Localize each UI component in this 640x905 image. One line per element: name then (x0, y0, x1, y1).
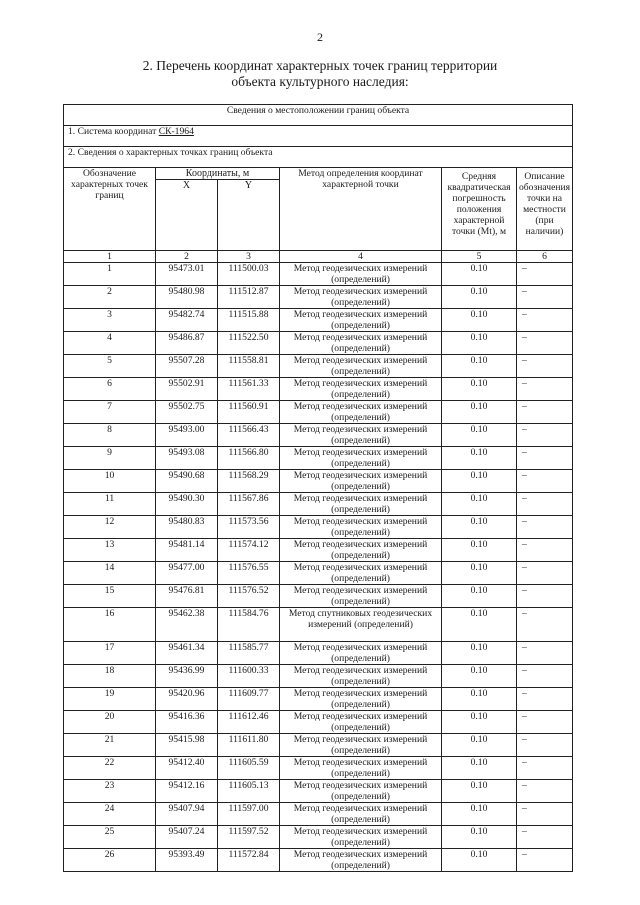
coord-y-cell: 111574.12 (218, 539, 280, 562)
point-number-cell: 1 (64, 263, 156, 286)
coord-y-cell: 111597.00 (218, 803, 280, 826)
coord-x-cell: 95493.00 (156, 424, 218, 447)
description-cell: – (517, 401, 573, 424)
accuracy-cell: 0.10 (442, 424, 517, 447)
coord-x-cell: 95416.36 (156, 711, 218, 734)
method-cell: Метод геодезических измерений (определений) (280, 757, 442, 780)
coord-x-cell: 95502.75 (156, 401, 218, 424)
table-row (64, 849, 573, 872)
description-cell: – (517, 493, 573, 516)
heading-line-2: объекта культурного наследия: (231, 74, 409, 89)
table-row (64, 286, 573, 309)
point-number-cell: 9 (64, 447, 156, 470)
description-cell: – (517, 470, 573, 493)
header-method: Метод определения координат характерной точки (280, 168, 442, 251)
point-number-cell: 18 (64, 665, 156, 688)
accuracy-cell: 0.10 (442, 826, 517, 849)
column-number: 4 (280, 251, 442, 263)
header-point-designation: Обозначение характерных точек границ (64, 168, 156, 251)
method-cell: Метод геодезических измерений (определений) (280, 447, 442, 470)
point-number-cell: 8 (64, 424, 156, 447)
table-row (64, 516, 573, 539)
accuracy-cell: 0.10 (442, 608, 517, 642)
point-number-cell: 16 (64, 608, 156, 642)
table-row (64, 826, 573, 849)
point-number-cell: 3 (64, 309, 156, 332)
method-cell: Метод геодезических измерений (определений) (280, 803, 442, 826)
coord-x-cell: 95481.14 (156, 539, 218, 562)
coord-y-cell: 111609.77 (218, 688, 280, 711)
method-cell: Метод геодезических измерений (определений) (280, 539, 442, 562)
accuracy-cell: 0.10 (442, 585, 517, 608)
accuracy-cell: 0.10 (442, 711, 517, 734)
table-row (64, 309, 573, 332)
table-row (64, 780, 573, 803)
description-cell: – (517, 562, 573, 585)
column-number: 5 (442, 251, 517, 263)
coord-x-cell: 95493.08 (156, 447, 218, 470)
point-number-cell: 10 (64, 470, 156, 493)
table-row (64, 688, 573, 711)
description-cell: – (517, 849, 573, 872)
accuracy-cell: 0.10 (442, 688, 517, 711)
point-number-cell: 15 (64, 585, 156, 608)
coord-x-cell: 95436.99 (156, 665, 218, 688)
coord-x-cell: 95473.01 (156, 263, 218, 286)
description-cell: – (517, 608, 573, 642)
method-cell: Метод геодезических измерений (определений) (280, 849, 442, 872)
table-row (64, 401, 573, 424)
point-number-cell: 14 (64, 562, 156, 585)
point-number-cell: 25 (64, 826, 156, 849)
method-cell: Метод геодезических измерений (определений) (280, 734, 442, 757)
header-coordinates: Координаты, м (156, 168, 280, 180)
method-cell: Метод геодезических измерений (определений) (280, 286, 442, 309)
coord-y-cell: 111558.81 (218, 355, 280, 378)
description-cell: – (517, 516, 573, 539)
description-cell: – (517, 665, 573, 688)
description-cell: – (517, 286, 573, 309)
coord-x-cell: 95420.96 (156, 688, 218, 711)
method-cell: Метод геодезических измерений (определений) (280, 665, 442, 688)
method-cell: Метод геодезических измерений (определений) (280, 585, 442, 608)
method-cell: Метод геодезических измерений (определений) (280, 401, 442, 424)
coord-y-cell: 111560.91 (218, 401, 280, 424)
point-number-cell: 4 (64, 332, 156, 355)
method-cell: Метод геодезических измерений (определений) (280, 562, 442, 585)
method-cell: Метод геодезических измерений (определений) (280, 378, 442, 401)
header-description: Описание обозначения точки на местности (при наличии) (517, 168, 573, 251)
method-cell: Метод геодезических измерений (определений) (280, 424, 442, 447)
point-number-cell: 20 (64, 711, 156, 734)
accuracy-cell: 0.10 (442, 263, 517, 286)
description-cell: – (517, 711, 573, 734)
description-cell: – (517, 332, 573, 355)
accuracy-cell: 0.10 (442, 286, 517, 309)
table-row (64, 608, 573, 642)
coord-y-cell: 111515.88 (218, 309, 280, 332)
accuracy-cell: 0.10 (442, 642, 517, 665)
table-row (64, 803, 573, 826)
point-number-cell: 11 (64, 493, 156, 516)
heading-line-1: 2. Перечень координат характерных точек границ территории (142, 58, 498, 73)
accuracy-cell: 0.10 (442, 470, 517, 493)
point-number-cell: 21 (64, 734, 156, 757)
column-number: 1 (64, 251, 156, 263)
point-number-cell: 7 (64, 401, 156, 424)
coord-y-cell: 111561.33 (218, 378, 280, 401)
method-cell: Метод геодезических измерений (определений) (280, 688, 442, 711)
coord-x-cell: 95482.74 (156, 309, 218, 332)
coord-y-cell: 111612.46 (218, 711, 280, 734)
coord-y-cell: 111500.03 (218, 263, 280, 286)
coord-y-cell: 111585.77 (218, 642, 280, 665)
accuracy-cell: 0.10 (442, 539, 517, 562)
description-cell: – (517, 734, 573, 757)
description-cell: – (517, 688, 573, 711)
page-heading (0, 58, 640, 90)
point-number-cell: 19 (64, 688, 156, 711)
coord-y-cell: 111566.43 (218, 424, 280, 447)
table-row (64, 711, 573, 734)
coord-x-cell: 95502.91 (156, 378, 218, 401)
description-cell: – (517, 355, 573, 378)
point-number-cell: 23 (64, 780, 156, 803)
coord-y-cell: 111605.59 (218, 757, 280, 780)
method-cell: Метод геодезических измерений (определений) (280, 826, 442, 849)
accuracy-cell: 0.10 (442, 780, 517, 803)
table-row (64, 642, 573, 665)
method-cell: Метод геодезических измерений (определений) (280, 642, 442, 665)
coordinate-system-row (64, 126, 573, 147)
accuracy-cell: 0.10 (442, 355, 517, 378)
point-number-cell: 22 (64, 757, 156, 780)
table-row (64, 493, 573, 516)
point-number-cell: 5 (64, 355, 156, 378)
point-number-cell: 17 (64, 642, 156, 665)
coord-x-cell: 95507.28 (156, 355, 218, 378)
description-cell: – (517, 803, 573, 826)
description-cell: – (517, 447, 573, 470)
coordinate-system-value: СК-1964 (158, 126, 194, 137)
description-cell: – (517, 780, 573, 803)
coord-x-cell: 95412.40 (156, 757, 218, 780)
table-row (64, 424, 573, 447)
description-cell: – (517, 826, 573, 849)
coord-x-cell: 95490.68 (156, 470, 218, 493)
coord-y-cell: 111567.86 (218, 493, 280, 516)
accuracy-cell: 0.10 (442, 493, 517, 516)
description-cell: – (517, 585, 573, 608)
method-cell: Метод геодезических измерений (определений) (280, 332, 442, 355)
description-cell: – (517, 378, 573, 401)
table-row (64, 562, 573, 585)
column-number: 3 (218, 251, 280, 263)
coord-y-cell: 111572.84 (218, 849, 280, 872)
method-cell: Метод геодезических измерений (определений) (280, 309, 442, 332)
column-number: 6 (517, 251, 573, 263)
accuracy-cell: 0.10 (442, 665, 517, 688)
coord-x-cell: 95486.87 (156, 332, 218, 355)
accuracy-cell: 0.10 (442, 803, 517, 826)
coord-y-cell: 111576.55 (218, 562, 280, 585)
table-row (64, 378, 573, 401)
accuracy-cell: 0.10 (442, 849, 517, 872)
coord-y-cell: 111568.29 (218, 470, 280, 493)
coord-x-cell: 95407.24 (156, 826, 218, 849)
coord-x-cell: 95490.30 (156, 493, 218, 516)
description-cell: – (517, 263, 573, 286)
accuracy-cell: 0.10 (442, 309, 517, 332)
page-number: 2 (317, 30, 323, 44)
coord-y-cell: 111576.52 (218, 585, 280, 608)
method-cell: Метод геодезических измерений (определений) (280, 355, 442, 378)
method-cell: Метод геодезических измерений (определений) (280, 516, 442, 539)
table-row (64, 263, 573, 286)
column-number: 2 (156, 251, 218, 263)
table-row (64, 585, 573, 608)
header-x: X (156, 180, 218, 251)
coord-x-cell: 95393.49 (156, 849, 218, 872)
accuracy-cell: 0.10 (442, 401, 517, 424)
accuracy-cell: 0.10 (442, 332, 517, 355)
point-number-cell: 6 (64, 378, 156, 401)
coord-y-cell: 111597.52 (218, 826, 280, 849)
method-cell: Метод геодезических измерений (определений) (280, 493, 442, 516)
point-number-cell: 2 (64, 286, 156, 309)
accuracy-cell: 0.10 (442, 757, 517, 780)
accuracy-cell: 0.10 (442, 734, 517, 757)
point-number-cell: 12 (64, 516, 156, 539)
description-cell: – (517, 539, 573, 562)
coord-y-cell: 111512.87 (218, 286, 280, 309)
coord-x-cell: 95461.34 (156, 642, 218, 665)
coord-x-cell: 95476.81 (156, 585, 218, 608)
method-cell: Метод геодезических измерений (определений) (280, 263, 442, 286)
point-number-cell: 26 (64, 849, 156, 872)
coordinates-table (63, 104, 573, 872)
coord-x-cell: 95462.38 (156, 608, 218, 642)
section-2-title: 2. Сведения о характерных точках границ объекта (64, 147, 573, 168)
description-cell: – (517, 309, 573, 332)
coord-x-cell: 95480.98 (156, 286, 218, 309)
coord-x-cell: 95407.94 (156, 803, 218, 826)
coord-x-cell: 95412.16 (156, 780, 218, 803)
description-cell: – (517, 757, 573, 780)
coord-x-cell: 95415.98 (156, 734, 218, 757)
table-title: Сведения о местоположении границ объекта (64, 105, 573, 126)
coord-x-cell: 95477.00 (156, 562, 218, 585)
method-cell: Метод спутниковых геодезических измерений (определений) (280, 608, 442, 642)
accuracy-cell: 0.10 (442, 378, 517, 401)
point-number-cell: 13 (64, 539, 156, 562)
table-row (64, 665, 573, 688)
coord-y-cell: 111584.76 (218, 608, 280, 642)
description-cell: – (517, 424, 573, 447)
coord-y-cell: 111605.13 (218, 780, 280, 803)
accuracy-cell: 0.10 (442, 447, 517, 470)
method-cell: Метод геодезических измерений (определений) (280, 711, 442, 734)
coordinate-system-label: 1. Система координат (68, 126, 159, 137)
coord-x-cell: 95480.83 (156, 516, 218, 539)
table-row (64, 539, 573, 562)
description-cell: – (517, 642, 573, 665)
table-row (64, 757, 573, 780)
coord-y-cell: 111600.33 (218, 665, 280, 688)
coord-y-cell: 111573.56 (218, 516, 280, 539)
table-row (64, 355, 573, 378)
table-row (64, 734, 573, 757)
point-number-cell: 24 (64, 803, 156, 826)
coord-y-cell: 111611.80 (218, 734, 280, 757)
accuracy-cell: 0.10 (442, 516, 517, 539)
method-cell: Метод геодезических измерений (определений) (280, 470, 442, 493)
header-accuracy: Средняя квадратическая погрешность положения характерной точки (Mt), м (442, 168, 517, 251)
header-y: Y (218, 180, 280, 251)
method-cell: Метод геодезических измерений (определений) (280, 780, 442, 803)
table-row (64, 447, 573, 470)
table-row (64, 332, 573, 355)
coord-y-cell: 111522.50 (218, 332, 280, 355)
table-row (64, 470, 573, 493)
coord-y-cell: 111566.80 (218, 447, 280, 470)
accuracy-cell: 0.10 (442, 562, 517, 585)
